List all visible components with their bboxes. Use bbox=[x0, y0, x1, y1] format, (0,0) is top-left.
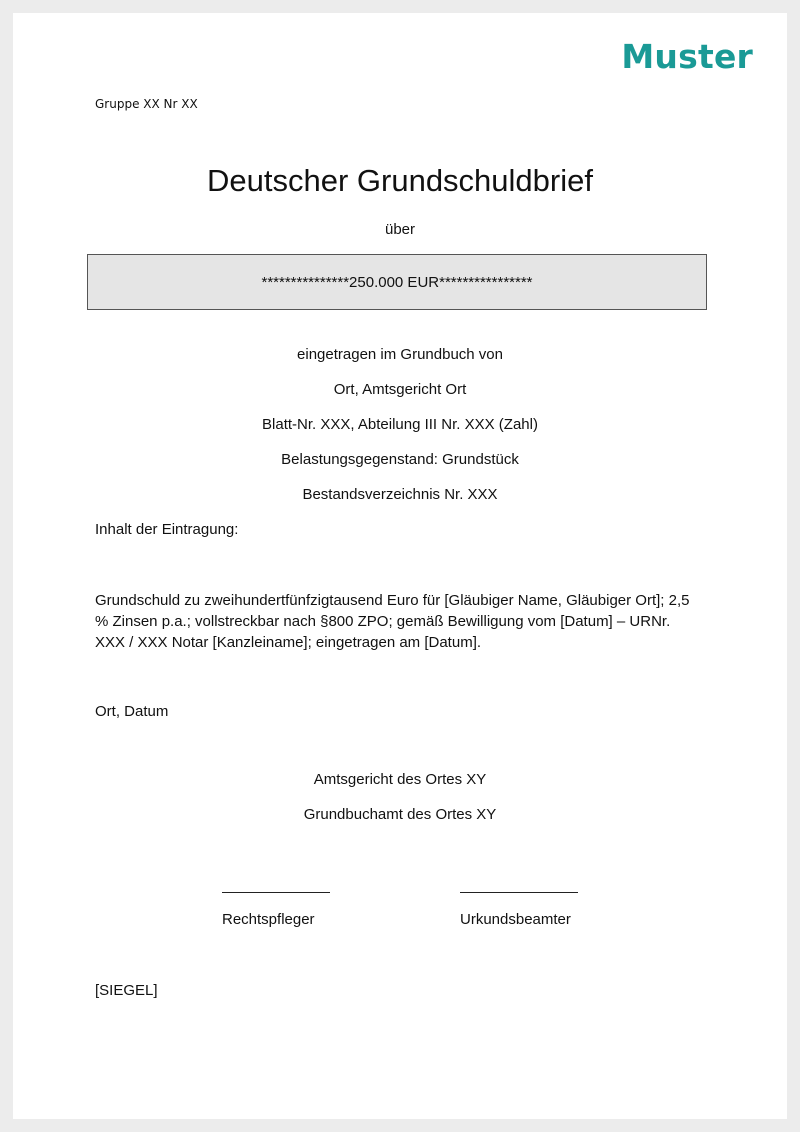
registry-line-3: Blatt-Nr. XXX, Abteilung III Nr. XXX (Zahl) bbox=[262, 416, 538, 433]
signature-line-right bbox=[460, 892, 578, 893]
signature-label-right: Urkundsbeamter bbox=[460, 911, 571, 928]
signature-label-left: Rechtspfleger bbox=[222, 911, 315, 928]
seal-placeholder: [SIEGEL] bbox=[95, 982, 158, 999]
document-title: Deutscher Grundschuldbrief bbox=[207, 163, 593, 198]
registry-line-2: Ort, Amtsgericht Ort bbox=[333, 381, 467, 398]
registry-line-1: eingetragen im Grundbuch von bbox=[297, 346, 503, 363]
group-number: Gruppe XX Nr XX bbox=[95, 97, 198, 111]
registry-line-4: Belastungsgegenstand: Grundstück bbox=[281, 451, 519, 468]
signature-line-left bbox=[222, 892, 330, 893]
authority-land-registry: Grundbuchamt des Ortes XY bbox=[303, 806, 497, 823]
muster-logo: Muster bbox=[621, 37, 753, 76]
registry-line-5: Bestandsverzeichnis Nr. XXX bbox=[302, 486, 498, 503]
place-date: Ort, Datum bbox=[95, 703, 169, 720]
content-label: Inhalt der Eintragung: bbox=[95, 521, 239, 538]
authority-court: Amtsgericht des Ortes XY bbox=[313, 771, 487, 788]
amount-value: ***************250.000 EUR**************** bbox=[261, 273, 533, 291]
amount-box bbox=[87, 254, 707, 310]
ueber-label: über bbox=[384, 221, 416, 238]
content-text: Grundschuld zu zweihundertfünfzigtausend Euro für [Gläubiger Name, Gläubiger Ort]; 2,5 % Zinsen p.a.; vollstreckbar nach §800 ZPO; gemäß Bewilligung vom [Datum] – URNr. XXX / XXX Notar [Kanzleiname]; eingetragen am [Datum]. bbox=[95, 592, 690, 651]
document-page bbox=[13, 13, 787, 1119]
